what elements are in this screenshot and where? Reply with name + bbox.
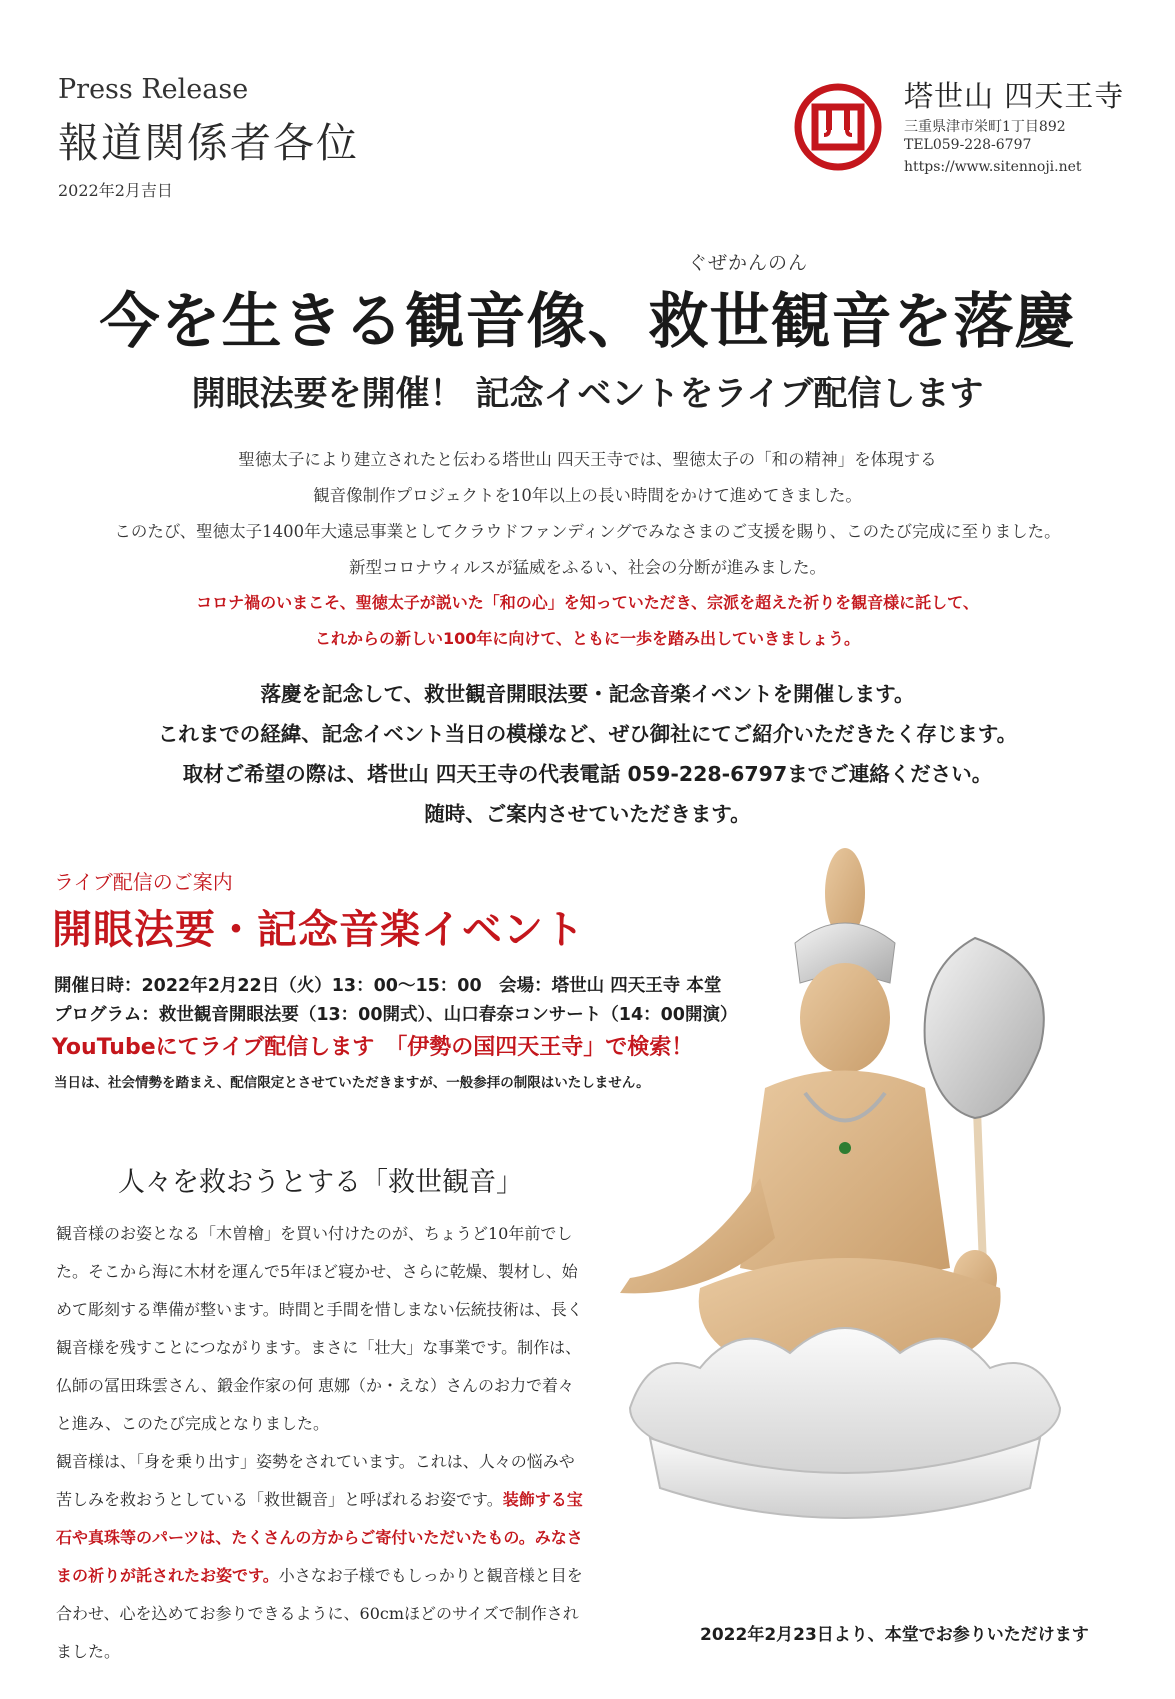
story-paragraph: 観音様のお姿となる「木曽檜」を買い付けたのが、ちょうど10年前でした。そこから海に木材を運んで5年ほど寝かせ、さらに乾燥、製材し、始めて彫刻する準備が整います。時間と手間を惜しまない伝統技術は、長く観音様を残すことにつながります。まさに「壮大」な事業です。制作は、仏師の冨田珠雲さん、鍛金作家の何 恵娜（か・えな）さんのお力で着々と進み、このたび完成となりました。 bbox=[56, 1224, 583, 1433]
intro-line: 新型コロナウィルスが猛威をふるい、社会の分断が進みました。 bbox=[348, 558, 826, 577]
intro-line: このたび、聖徳太子1400年大遠忌事業としてクラウドファンディングでみなさまのご支援を賜り、このたび完成に至りました。 bbox=[114, 522, 1061, 541]
story-paragraph bbox=[56, 1443, 586, 1671]
notice-line: 落慶を記念して、救世観音開眼法要・記念音楽イベントを開催します。 bbox=[260, 682, 915, 706]
release-date: 2022年2月吉日 bbox=[58, 181, 173, 200]
story-highlight: 装飾する宝石や真珠等のパーツは、たくさんの方からご寄付いただいたもの。みなさまの祈りが託されたお姿です。 bbox=[56, 1490, 583, 1585]
page-subtitle: 開眼法要を開催！ 記念イベントをライブ配信します bbox=[191, 374, 984, 414]
statue-caption: 2022年2月23日より、本堂でお参りいただけます bbox=[700, 1625, 1089, 1645]
story-text: 観音様は、「身を乗り出す」姿勢をされています。これは、人々の悩みや苦しみを救おうとしている「救世観音」と呼ばれるお姿です。 bbox=[56, 1452, 575, 1509]
notice-line: 随時、ご案内させていただきます。 bbox=[424, 802, 751, 826]
press-release-label: Press Release bbox=[58, 74, 249, 105]
temple-name: 塔世山 四天王寺 bbox=[904, 79, 1125, 113]
event-label: ライブ配信のご案内 bbox=[54, 870, 233, 894]
temple-tel: TEL059-228-6797 bbox=[904, 137, 1032, 153]
story-text: 小さなお子様でもしっかりと観音様と目を合わせ、心を込めてお参りできるように、60cmほどのサイズで制作されました。 bbox=[56, 1566, 583, 1661]
temple-address: 三重県津市栄町1丁目892 bbox=[904, 119, 1066, 135]
intro-highlight-line: コロナ禍のいまこそ、聖徳太子が説いた「和の心」を知っていただき、宗派を超えた祈りを観音様に託して、 bbox=[196, 593, 979, 612]
notice-line: 取材ご希望の際は、塔世山 四天王寺の代表電話 059-228-6797までご連絡ください。 bbox=[182, 762, 993, 786]
temple-url[interactable]: https://www.sitennoji.net bbox=[904, 159, 1082, 175]
intro-line: 観音像制作プロジェクトを10年以上の長い時間をかけて進めてきました。 bbox=[313, 486, 862, 505]
temple-logo bbox=[793, 82, 883, 172]
intro-highlight-line: これからの新しい100年に向けて、ともに一歩を踏み出していきましょう。 bbox=[314, 629, 861, 648]
event-datetime: 開催日時：2022年2月22日（火）13：00〜15：00 会場：塔世山 四天王寺 本堂 bbox=[54, 976, 722, 996]
page-title: 今を生きる観音像、救世観音を落慶 bbox=[99, 287, 1076, 357]
youtube-notice: YouTubeにてライブ配信します 「伊勢の国四天王寺」で検索！ bbox=[52, 1035, 694, 1060]
title-ruby: ぐぜかんのん bbox=[688, 252, 809, 274]
notice-line: これまでの経緯、記念イベント当日の模様など、ぜひ御社にてご紹介いただきたく存じます。 bbox=[157, 722, 1018, 746]
event-title: 開眼法要・記念音楽イベント bbox=[52, 907, 585, 953]
story-body bbox=[56, 1215, 586, 1671]
recipients-heading: 報道関係者各位 bbox=[58, 119, 359, 167]
story-heading: 人々を救おうとする「救世観音」 bbox=[118, 1167, 523, 1198]
kannon-statue-image bbox=[590, 848, 1150, 1608]
intro-line: 聖徳太子により建立されたと伝わる塔世山 四天王寺では、聖徳太子の「和の精神」を体現する bbox=[238, 450, 937, 469]
event-note: 当日は、社会情勢を踏まえ、配信限定とさせていただきますが、一般参拝の制限はいたしません。 bbox=[54, 1075, 650, 1091]
event-program: プログラム：救世観音開眼法要（13：00開式）、山口春奈コンサート（14：00開演） bbox=[54, 1005, 738, 1025]
